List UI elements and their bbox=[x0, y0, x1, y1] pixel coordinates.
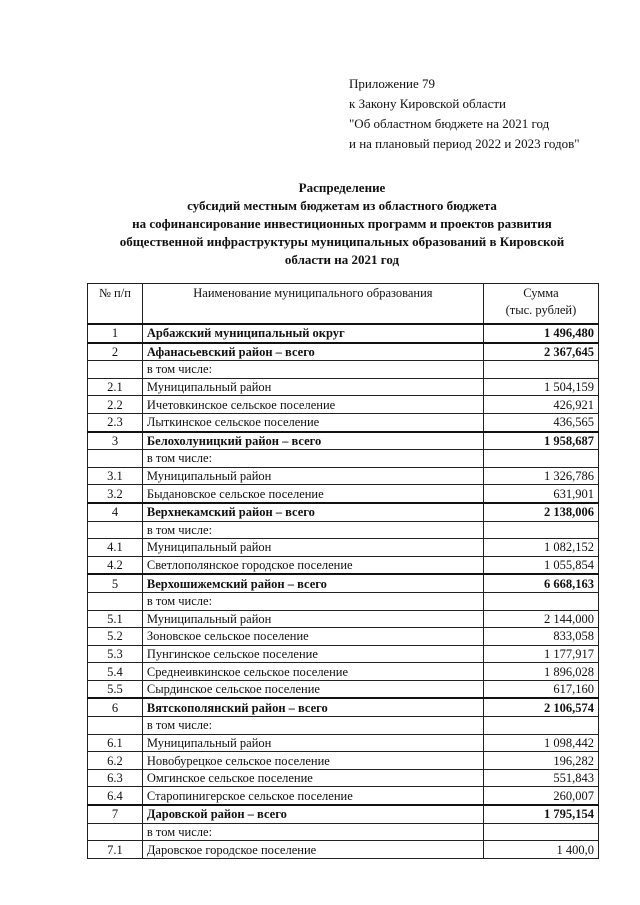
row-name-cell: Муниципальный район bbox=[142, 467, 483, 485]
row-num-cell: 2.3 bbox=[88, 413, 143, 431]
table-row bbox=[88, 521, 599, 539]
table-row bbox=[88, 823, 599, 841]
row-sum-cell: 1 326,786 bbox=[483, 467, 598, 485]
table-row bbox=[88, 752, 599, 770]
header-sum-line1: Сумма bbox=[523, 286, 559, 300]
table-row bbox=[88, 680, 599, 698]
row-name-cell: Среднеивкинское сельское поселение bbox=[142, 663, 483, 681]
row-sum-cell: 551,843 bbox=[483, 769, 598, 787]
row-sum-cell: 2 106,574 bbox=[483, 698, 598, 716]
row-num-cell: 7.1 bbox=[88, 841, 143, 859]
row-num-cell bbox=[88, 592, 143, 610]
row-name-cell: Светлополянское городское поселение bbox=[142, 556, 483, 574]
row-num-cell bbox=[88, 450, 143, 468]
header-sum bbox=[483, 284, 598, 325]
row-sum-cell: 426,921 bbox=[483, 396, 598, 414]
row-num-cell: 5.2 bbox=[88, 628, 143, 646]
table-row bbox=[88, 467, 599, 485]
row-num-cell bbox=[88, 361, 143, 379]
annex-line: Приложение 79 bbox=[349, 76, 436, 91]
row-sum-cell: 2 367,645 bbox=[483, 343, 598, 361]
row-sum-cell: 1 795,154 bbox=[483, 805, 598, 823]
row-name-cell: Муниципальный район bbox=[142, 539, 483, 557]
row-sum-cell bbox=[483, 521, 598, 539]
row-num-cell: 5.4 bbox=[88, 663, 143, 681]
row-num-cell: 6 bbox=[88, 698, 143, 716]
row-name-cell: Даровской район – всего bbox=[142, 805, 483, 823]
annex-header bbox=[349, 74, 580, 154]
title-line: субсидий местным бюджетам из областного бюджета bbox=[187, 198, 497, 213]
table-body bbox=[88, 324, 599, 858]
row-name-cell: Ичетовкинское сельское поселение bbox=[142, 396, 483, 414]
row-name-cell: в том числе: bbox=[142, 521, 483, 539]
annex-line: и на плановый период 2022 и 2023 годов" bbox=[349, 136, 580, 151]
row-name-cell: Лыткинское сельское поселение bbox=[142, 413, 483, 431]
document-title bbox=[100, 179, 584, 269]
row-num-cell: 3.1 bbox=[88, 467, 143, 485]
table-row bbox=[88, 432, 599, 450]
row-name-cell: в том числе: bbox=[142, 450, 483, 468]
row-num-cell: 4.1 bbox=[88, 539, 143, 557]
table-row bbox=[88, 734, 599, 752]
row-num-cell: 7 bbox=[88, 805, 143, 823]
header-name: Наименование муниципального образования bbox=[142, 284, 483, 325]
header-num: № п/п bbox=[88, 284, 143, 325]
row-sum-cell: 631,901 bbox=[483, 485, 598, 503]
row-name-cell: Муниципальный район bbox=[142, 734, 483, 752]
row-sum-cell: 1 098,442 bbox=[483, 734, 598, 752]
table-row bbox=[88, 574, 599, 592]
row-sum-cell bbox=[483, 717, 598, 735]
row-num-cell: 5.5 bbox=[88, 680, 143, 698]
row-name-cell: в том числе: bbox=[142, 717, 483, 735]
budget-table bbox=[87, 283, 599, 859]
row-sum-cell: 1 177,917 bbox=[483, 645, 598, 663]
table-row bbox=[88, 663, 599, 681]
table-row bbox=[88, 610, 599, 628]
row-name-cell: в том числе: bbox=[142, 361, 483, 379]
table-row bbox=[88, 361, 599, 379]
table-header-row bbox=[88, 284, 599, 325]
row-sum-cell: 1 055,854 bbox=[483, 556, 598, 574]
row-sum-cell: 1 958,687 bbox=[483, 432, 598, 450]
table-row bbox=[88, 343, 599, 361]
row-name-cell: Белохолуницкий район – всего bbox=[142, 432, 483, 450]
row-num-cell: 4.2 bbox=[88, 556, 143, 574]
row-name-cell: Муниципальный район bbox=[142, 378, 483, 396]
title-line: на софинансирование инвестиционных программ и проектов развития bbox=[132, 216, 552, 231]
row-sum-cell: 196,282 bbox=[483, 752, 598, 770]
title-line: общественной инфраструктуры муниципальных образований в Кировской bbox=[119, 234, 565, 249]
row-name-cell: Муниципальный район bbox=[142, 610, 483, 628]
table-row bbox=[88, 485, 599, 503]
row-num-cell: 6.2 bbox=[88, 752, 143, 770]
row-name-cell: Афанасьевский район – всего bbox=[142, 343, 483, 361]
table-row bbox=[88, 805, 599, 823]
row-sum-cell: 617,160 bbox=[483, 680, 598, 698]
row-num-cell: 5.3 bbox=[88, 645, 143, 663]
row-name-cell: Верхнекамский район – всего bbox=[142, 503, 483, 521]
row-num-cell bbox=[88, 823, 143, 841]
table-row bbox=[88, 645, 599, 663]
row-sum-cell: 833,058 bbox=[483, 628, 598, 646]
row-sum-cell: 2 138,006 bbox=[483, 503, 598, 521]
table-row bbox=[88, 787, 599, 805]
row-name-cell: Арбажский муниципальный округ bbox=[142, 324, 483, 343]
table-row bbox=[88, 769, 599, 787]
row-num-cell: 6.3 bbox=[88, 769, 143, 787]
row-sum-cell: 1 496,480 bbox=[483, 324, 598, 343]
row-sum-cell bbox=[483, 450, 598, 468]
row-name-cell: Вятскополянский район – всего bbox=[142, 698, 483, 716]
table-row bbox=[88, 503, 599, 521]
header-sum-line2: (тыс. рублей) bbox=[505, 303, 577, 317]
row-name-cell: Омгинское сельское поселение bbox=[142, 769, 483, 787]
table-row bbox=[88, 556, 599, 574]
row-name-cell: Пунгинское сельское поселение bbox=[142, 645, 483, 663]
table-row bbox=[88, 717, 599, 735]
row-num-cell: 3.2 bbox=[88, 485, 143, 503]
table-row bbox=[88, 324, 599, 343]
row-num-cell: 1 bbox=[88, 324, 143, 343]
row-num-cell: 6.4 bbox=[88, 787, 143, 805]
table-row bbox=[88, 396, 599, 414]
row-name-cell: Сырдинское сельское поселение bbox=[142, 680, 483, 698]
row-num-cell: 3 bbox=[88, 432, 143, 450]
table-row bbox=[88, 592, 599, 610]
table-row bbox=[88, 841, 599, 859]
title-line: области на 2021 год bbox=[284, 252, 400, 267]
row-name-cell: в том числе: bbox=[142, 592, 483, 610]
row-num-cell: 5 bbox=[88, 574, 143, 592]
row-sum-cell: 1 082,152 bbox=[483, 539, 598, 557]
table-row bbox=[88, 378, 599, 396]
row-name-cell: Быдановское сельское поселение bbox=[142, 485, 483, 503]
row-name-cell: Верхошижемский район – всего bbox=[142, 574, 483, 592]
row-num-cell: 2.1 bbox=[88, 378, 143, 396]
row-num-cell bbox=[88, 521, 143, 539]
table-row bbox=[88, 539, 599, 557]
annex-line: "Об областном бюджете на 2021 год bbox=[349, 116, 550, 131]
row-name-cell: Старопинигерское сельское поселение bbox=[142, 787, 483, 805]
row-sum-cell bbox=[483, 823, 598, 841]
annex-line: к Закону Кировской области bbox=[349, 96, 506, 111]
row-name-cell: Новобурецкое сельское поселение bbox=[142, 752, 483, 770]
title-line: Распределение bbox=[298, 180, 386, 195]
row-sum-cell: 6 668,163 bbox=[483, 574, 598, 592]
row-num-cell: 6.1 bbox=[88, 734, 143, 752]
row-sum-cell: 1 504,159 bbox=[483, 378, 598, 396]
row-sum-cell: 2 144,000 bbox=[483, 610, 598, 628]
row-sum-cell: 260,007 bbox=[483, 787, 598, 805]
row-name-cell: в том числе: bbox=[142, 823, 483, 841]
row-sum-cell: 1 896,028 bbox=[483, 663, 598, 681]
row-num-cell: 4 bbox=[88, 503, 143, 521]
table-row bbox=[88, 413, 599, 431]
row-num-cell: 2.2 bbox=[88, 396, 143, 414]
row-name-cell: Зоновское сельское поселение bbox=[142, 628, 483, 646]
row-num-cell: 2 bbox=[88, 343, 143, 361]
row-sum-cell bbox=[483, 592, 598, 610]
row-sum-cell bbox=[483, 361, 598, 379]
table-row bbox=[88, 628, 599, 646]
row-num-cell: 5.1 bbox=[88, 610, 143, 628]
table-row bbox=[88, 450, 599, 468]
row-name-cell: Даровское городское поселение bbox=[142, 841, 483, 859]
table-row bbox=[88, 698, 599, 716]
row-sum-cell: 436,565 bbox=[483, 413, 598, 431]
row-sum-cell: 1 400,0 bbox=[483, 841, 598, 859]
row-num-cell bbox=[88, 717, 143, 735]
